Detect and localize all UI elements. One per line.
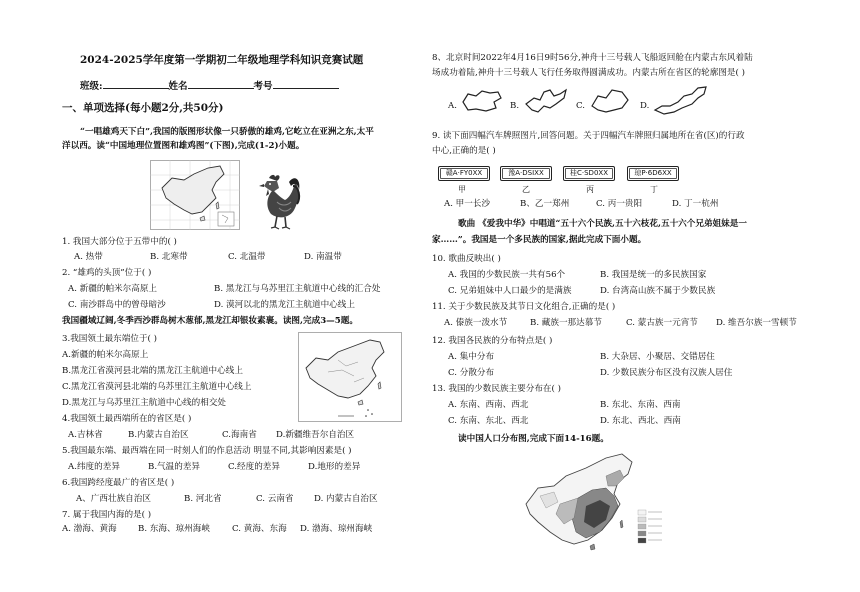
china-territory-map [298,332,402,422]
student-info-line [80,79,339,92]
class-label: 班级: [80,81,103,92]
q12-option-a[interactable]: A. 集中分布 [448,352,495,362]
q10-option-b[interactable]: B. 我国是统一的多民族国家 [600,270,707,280]
section-heading: 一、单项选择(每小题2分,共50分) [62,102,224,114]
q9-stem-line-2: 中心,正确的是( ) [432,146,496,156]
pop-map-intro: 读中国人口分布图,完成下面14-16题。 [458,434,609,444]
q3-option-a[interactable]: A.新疆的帕米尔高原上 [62,350,149,360]
q11-option-b[interactable]: B. 藏族一那达慕节 [530,318,602,328]
q10-option-d[interactable]: D. 台湾高山族不属于少数民族 [600,286,716,296]
q9-option-a[interactable]: A. 甲一长沙 [444,199,491,209]
q5-option-c[interactable]: C.经度的差异 [228,462,280,472]
q1-option-a[interactable]: A. 热带 [74,252,103,262]
q8-outline-d[interactable] [652,84,710,116]
name-label: 姓名 [168,81,188,92]
q6-option-c[interactable]: C. 云南省 [256,494,294,504]
q7-option-c[interactable]: C. 黄海、东海 [232,524,287,534]
china-population-map [520,448,670,560]
q9-option-d[interactable]: D. 丁一杭州 [672,199,719,209]
q12-stem: 12. 我国各民族的分布特点是( ) [432,336,553,346]
q9-option-c[interactable]: C. 丙一贵阳 [596,199,643,209]
q3-option-b[interactable]: B.黑龙江省漠河县北端的黑龙江主航道中心线上 [62,366,243,376]
license-plate-bing: 桂C·SD0XX [563,166,615,181]
song-intro-line-1: 歌曲 《爱我中华》中唱道“五十六个民族,五十六枝花,五十六个兄弟姐妹是一 [458,219,747,229]
q6-option-a[interactable]: A、广西壮族自治区 [76,494,151,504]
license-plate-ding: 琼P·6D6XX [627,166,679,181]
q8-outline-b[interactable] [522,86,570,116]
rooster-illustration [255,172,303,232]
q12-option-c[interactable]: C. 分散分布 [448,368,495,378]
q10-option-a[interactable]: A. 我国的少数民族一共有56个 [448,270,566,280]
q11-option-d[interactable]: D. 维吾尔族一雪顿节 [716,318,797,328]
q6-stem: 6.我国跨经度最广的省区是( ) [62,478,175,488]
q4-option-d[interactable]: D.新疆维吾尔自治区 [276,430,355,440]
q13-option-a[interactable]: A. 东南、西南、西北 [448,400,529,410]
license-plate-yi: 豫A·DSIXX [500,166,552,181]
number-label: 考号 [253,81,273,92]
q11-stem: 11. 关于少数民族及其节日文化组合,正确的是( ) [432,302,616,312]
q12-option-b[interactable]: B. 大杂居、小聚居、交错居住 [600,352,715,362]
plate-label-jia: 甲 [458,185,466,194]
q1-option-b[interactable]: B. 北寒带 [150,252,188,262]
q7-option-a[interactable]: A. 渤海、黄海 [62,524,117,534]
q9-stem-line-1: 9. 读下面四幅汽车牌照图片,回答问题。关于四幅汽车牌照归属地所在省(区)的行政 [432,131,745,141]
q11-option-a[interactable]: A. 傣族一泼水节 [444,318,508,328]
q2-option-a[interactable]: A. 新疆的帕米尔高原上 [68,284,158,294]
q8-stem-line-1: 8、北京时间2022年4月16日9时56分,神舟十三号载人飞船返回舱在内蒙古东风着陆 [432,53,753,63]
china-location-map [150,160,240,230]
q4-option-a[interactable]: A.吉林省 [68,430,103,440]
plate-label-ding: 丁 [650,185,658,194]
q2-option-d[interactable]: D. 漠河以北的黑龙江主航道中心线上 [214,300,355,310]
q3-stem: 3.我国领土最东端位于( ) [62,334,157,344]
q13-option-c[interactable]: C. 东南、东北、西北 [448,416,529,426]
q8-option-a[interactable]: A. [448,101,457,111]
exam-title: 2024-2025学年度第一学期初二年级地理学科知识竞赛试题 [80,54,364,66]
q2-option-c[interactable]: C. 南沙群岛中的曾母暗沙 [68,300,166,310]
q5-option-b[interactable]: B.气温的差异 [148,462,201,472]
q13-stem: 13. 我国的少数民族主要分布在( ) [432,384,561,394]
q10-stem: 10. 歌曲反映出( ) [432,254,501,264]
q6-option-d[interactable]: D. 内蒙古自治区 [314,494,378,504]
q5-stem: 5.我国最东端、最西端在同一时刻人们的作息活动 明显不同,其影响因素是( ) [62,446,352,456]
q11-option-c[interactable]: C. 蒙古族一元宵节 [626,318,698,328]
q10-option-c[interactable]: C. 兄弟姐妹中人口最少的是满族 [448,286,572,296]
q7-stem: 7. 属于我国内海的是( ) [62,510,152,520]
q3-option-d[interactable]: D.黑龙江与乌苏里江主航道中心线的相交处 [62,398,227,408]
q2-option-b[interactable]: B. 黑龙江与乌苏里江主航道中心线的汇合处 [214,284,381,294]
song-intro-line-2: 家……”。我国是一个多民族的国家,据此完成下面小题。 [432,235,647,245]
name-blank[interactable] [188,79,254,89]
q4-option-c[interactable]: C.海南省 [222,430,257,440]
q8-option-c[interactable]: C. [576,101,586,111]
q1-stem: 1. 我国大部分位于五带中的( ) [62,237,177,247]
q2-stem: 2. “雄鸡的头顶”位于( ) [62,268,152,278]
intro-line-1: “一唱雄鸡天下白”,我国的版图形状像一只骄傲的雄鸡,它屹立在亚洲之东,太平 [80,127,374,137]
q8-stem-line-2: 场成功着陆,神舟十三号载人飞行任务取得圆满成功。内蒙古所在省区的轮廓图是( ) [432,68,745,78]
q4-option-b[interactable]: B.内蒙古自治区 [128,430,189,440]
q9-option-b[interactable]: B、乙一郑州 [520,199,570,209]
q8-option-d[interactable]: D. [640,101,650,111]
q7-option-b[interactable]: B. 东海、琼州海峡 [138,524,210,534]
q13-option-d[interactable]: D. 东北、西北、西南 [600,416,681,426]
plate-label-bing: 丙 [586,185,594,194]
license-plate-jia: 赣A·FY0XX [438,166,490,181]
plate-label-yi: 乙 [522,185,530,194]
q6-option-b[interactable]: B. 河北省 [184,494,222,504]
q13-option-b[interactable]: B. 东北、东南、西南 [600,400,681,410]
number-blank[interactable] [273,79,339,89]
q1-option-d[interactable]: D. 南温带 [304,252,342,262]
q8-option-b[interactable]: B. [510,101,520,111]
q5-option-d[interactable]: D.地形的差异 [308,462,361,472]
q7-option-d[interactable]: D. 渤海、琼州海峡 [300,524,373,534]
q5-option-a[interactable]: A.纬度的差异 [68,462,120,472]
q12-option-d[interactable]: D. 少数民族分布区没有汉族人居住 [600,368,733,378]
q3-option-c[interactable]: C.黑龙江省漠河县北端的乌苏里江主航道中心线上 [62,382,252,392]
q8-outline-a[interactable] [460,88,504,114]
intro-line-2: 洋以西。读“中国地理位置图和雄鸡图”(下图),完成(1-2)小题。 [62,141,305,151]
q8-outline-c[interactable] [588,86,632,116]
q1-option-c[interactable]: C. 北温带 [228,252,266,262]
q4-stem: 4.我国领土最西端所在的省区是( ) [62,414,192,424]
class-blank[interactable] [103,79,169,89]
intro-q3-5: 我国疆域辽阔,冬季西沙群岛树木葱郁,黑龙江却银妆素裹。读图,完成3—5题。 [62,316,358,326]
